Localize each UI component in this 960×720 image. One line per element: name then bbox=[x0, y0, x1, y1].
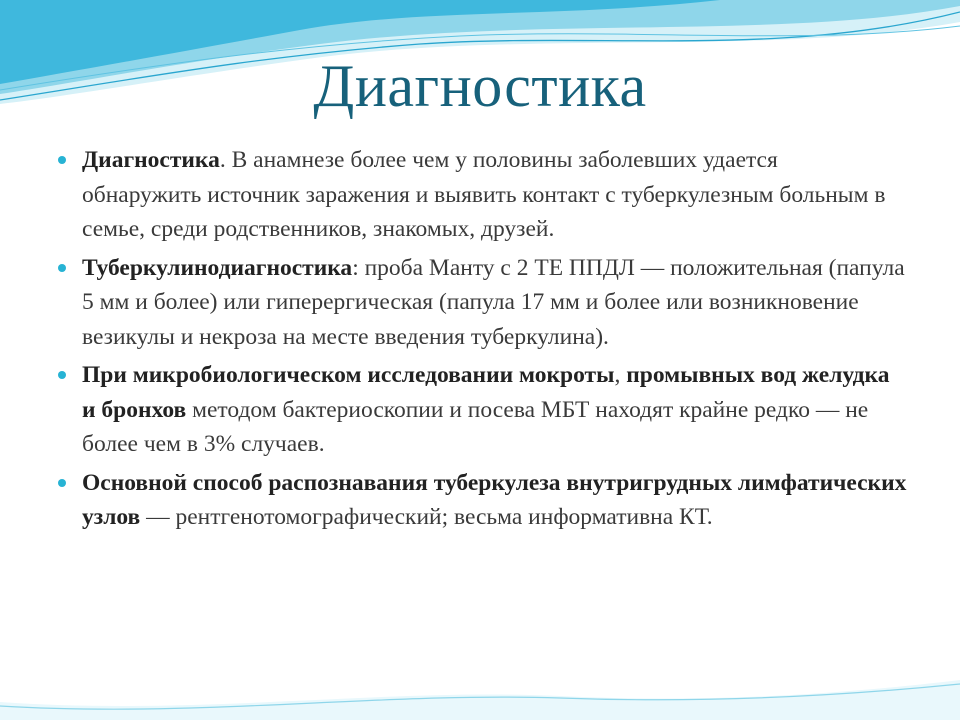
bullet-dot-icon bbox=[58, 479, 66, 487]
bullet-bold-term: Туберкулинодиагностика bbox=[82, 254, 353, 281]
bottom-wave-decoration bbox=[0, 676, 960, 720]
bullet-bold-term: Основной способ распознавания туберкулеза внутригрудных лимфатических узлов bbox=[82, 469, 907, 530]
bullet-separator: , bbox=[614, 362, 627, 388]
bullet-line: обнаружить источник заражения и выявить контакт с туберкулезным больным в семье, среди родственников, знакомых, друзей. bbox=[82, 181, 886, 242]
slide-title: Диагностика bbox=[313, 53, 647, 119]
bullet-text: — рентгенотомографический; весьма информативна КТ. bbox=[140, 504, 713, 530]
bullet-line bbox=[82, 143, 908, 178]
bullet-dot-icon bbox=[58, 371, 66, 379]
bullet-item-diagnosis bbox=[58, 143, 908, 247]
bullet-item-main-method bbox=[58, 466, 908, 535]
bullet-list bbox=[58, 143, 908, 535]
bullet-text: . В анамнезе более чем у половины заболевших удается bbox=[219, 147, 778, 173]
bullet-text: : проба Манту с 2 ТЕ ППДЛ — положительная (папула 5 мм и более) или гиперергическая (папула 17 мм и более или возникновение везикулы и некроза на месте введения туберкулина). bbox=[82, 254, 905, 350]
bullet-item-tuberculin-test bbox=[58, 251, 908, 355]
bullet-dot-icon bbox=[58, 156, 66, 164]
bullet-item-microbiology bbox=[58, 358, 908, 462]
bullet-text: методом бактериоскопии и посева МБТ находят крайне редко — не более чем в 3% случаев. bbox=[82, 396, 869, 457]
bullet-bold-term: При микробиологическом исследовании мокроты bbox=[82, 362, 615, 388]
bullet-dot-icon bbox=[58, 264, 66, 272]
bullet-bold-term: Диагностика bbox=[82, 147, 220, 173]
bottom-wave-light-band bbox=[0, 680, 960, 720]
slide-content bbox=[58, 143, 908, 539]
bullet-bold-term: промывных вод желудка и бронхов bbox=[82, 362, 890, 423]
